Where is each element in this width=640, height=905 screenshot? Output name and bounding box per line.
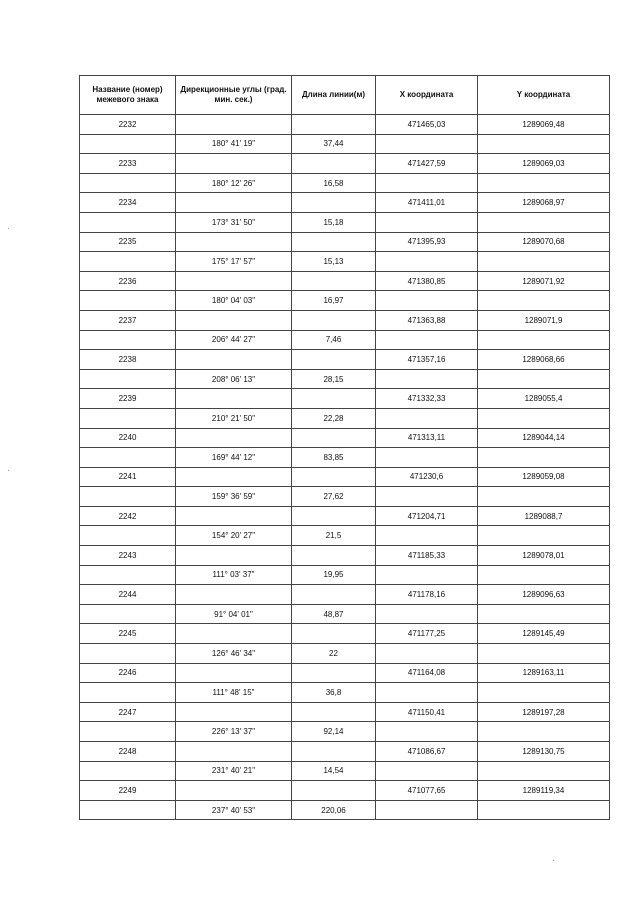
y-coordinate-cell: 1289119,34 xyxy=(478,781,610,801)
angle-cell-empty xyxy=(176,742,292,762)
table-row-point xyxy=(80,624,610,644)
table-row-segment xyxy=(80,134,610,154)
y-coordinate-cell-empty xyxy=(478,369,610,389)
x-coordinate-cell: 471395,93 xyxy=(376,232,478,252)
angle-cell-empty xyxy=(176,115,292,135)
angle-cell-empty xyxy=(176,506,292,526)
direction-angle-cell: 180° 41' 19" xyxy=(176,134,292,154)
x-coordinate-cell: 471150,41 xyxy=(376,702,478,722)
y-coordinate-cell-empty xyxy=(478,487,610,507)
angle-cell-empty xyxy=(176,389,292,409)
length-cell-empty xyxy=(292,350,376,370)
table-row-segment xyxy=(80,173,610,193)
table-row-segment xyxy=(80,408,610,428)
length-cell-empty xyxy=(292,506,376,526)
table-row-segment xyxy=(80,487,610,507)
length-cell-empty xyxy=(292,742,376,762)
y-coordinate-cell: 1289069,03 xyxy=(478,154,610,174)
x-coordinate-cell: 471380,85 xyxy=(376,271,478,291)
direction-angle-cell: 206° 44' 27" xyxy=(176,330,292,350)
point-name-cell-empty xyxy=(80,761,176,781)
y-coordinate-cell: 1289044,14 xyxy=(478,428,610,448)
x-coordinate-cell-empty xyxy=(376,448,478,468)
y-coordinate-cell: 1289130,75 xyxy=(478,742,610,762)
point-name-cell-empty xyxy=(80,330,176,350)
y-coordinate-cell: 1289068,97 xyxy=(478,193,610,213)
point-name-cell: 2238 xyxy=(80,350,176,370)
angle-cell-empty xyxy=(176,193,292,213)
header-y-coordinate: Y координата xyxy=(478,76,610,115)
table-row-point xyxy=(80,154,610,174)
direction-angle-cell: 180° 04' 03" xyxy=(176,291,292,311)
length-cell-empty xyxy=(292,154,376,174)
y-coordinate-cell: 1289145,49 xyxy=(478,624,610,644)
length-cell-empty xyxy=(292,271,376,291)
y-coordinate-cell: 1289055,4 xyxy=(478,389,610,409)
table-row-segment xyxy=(80,212,610,232)
table-row-segment xyxy=(80,604,610,624)
point-name-cell: 2236 xyxy=(80,271,176,291)
x-coordinate-cell-empty xyxy=(376,212,478,232)
direction-angle-cell: 169° 44' 12" xyxy=(176,448,292,468)
angle-cell-empty xyxy=(176,271,292,291)
angle-cell-empty xyxy=(176,310,292,330)
table-row-segment xyxy=(80,330,610,350)
point-name-cell-empty xyxy=(80,604,176,624)
direction-angle-cell: 159° 36' 59" xyxy=(176,487,292,507)
boundary-coordinates-table xyxy=(79,75,610,820)
y-coordinate-cell: 1289069,48 xyxy=(478,115,610,135)
y-coordinate-cell-empty xyxy=(478,408,610,428)
angle-cell-empty xyxy=(176,154,292,174)
angle-cell-empty xyxy=(176,428,292,448)
y-coordinate-cell: 1289078,01 xyxy=(478,546,610,566)
table-row-segment xyxy=(80,252,610,272)
direction-angle-cell: 111° 48' 15" xyxy=(176,683,292,703)
y-coordinate-cell-empty xyxy=(478,448,610,468)
point-name-cell-empty xyxy=(80,800,176,820)
point-name-cell-empty xyxy=(80,448,176,468)
point-name-cell: 2239 xyxy=(80,389,176,409)
y-coordinate-cell: 1289071,92 xyxy=(478,271,610,291)
x-coordinate-cell: 471086,67 xyxy=(376,742,478,762)
table-row-point xyxy=(80,742,610,762)
x-coordinate-cell-empty xyxy=(376,487,478,507)
x-coordinate-cell-empty xyxy=(376,134,478,154)
y-coordinate-cell-empty xyxy=(478,683,610,703)
table-row-point xyxy=(80,232,610,252)
point-name-cell-empty xyxy=(80,644,176,664)
header-direction-angle: Дирекционные углы (град. мин. сек.) xyxy=(176,76,292,115)
scan-speck xyxy=(8,470,9,471)
table-row-segment xyxy=(80,526,610,546)
point-name-cell-empty xyxy=(80,291,176,311)
point-name-cell-empty xyxy=(80,252,176,272)
y-coordinate-cell-empty xyxy=(478,644,610,664)
line-length-cell: 15,18 xyxy=(292,212,376,232)
table-row-segment xyxy=(80,448,610,468)
x-coordinate-cell: 471411,01 xyxy=(376,193,478,213)
angle-cell-empty xyxy=(176,781,292,801)
line-length-cell: 19,95 xyxy=(292,565,376,585)
point-name-cell: 2241 xyxy=(80,467,176,487)
table-header-row xyxy=(80,76,610,115)
point-name-cell: 2233 xyxy=(80,154,176,174)
table-row-point xyxy=(80,428,610,448)
point-name-cell: 2249 xyxy=(80,781,176,801)
x-coordinate-cell-empty xyxy=(376,604,478,624)
line-length-cell: 22 xyxy=(292,644,376,664)
length-cell-empty xyxy=(292,702,376,722)
y-coordinate-cell-empty xyxy=(478,291,610,311)
point-name-cell: 2244 xyxy=(80,585,176,605)
direction-angle-cell: 237° 40' 53" xyxy=(176,800,292,820)
length-cell-empty xyxy=(292,546,376,566)
point-name-cell-empty xyxy=(80,722,176,742)
y-coordinate-cell: 1289197,28 xyxy=(478,702,610,722)
x-coordinate-cell: 471177,25 xyxy=(376,624,478,644)
direction-angle-cell: 173° 31' 50" xyxy=(176,212,292,232)
table-row-point xyxy=(80,585,610,605)
y-coordinate-cell: 1289059,08 xyxy=(478,467,610,487)
header-point-name: Название (номер) межевого знака xyxy=(80,76,176,115)
table-row-segment xyxy=(80,291,610,311)
point-name-cell: 2243 xyxy=(80,546,176,566)
table-row-point xyxy=(80,546,610,566)
table-row-segment xyxy=(80,565,610,585)
table-row-point xyxy=(80,193,610,213)
direction-angle-cell: 180° 12' 26" xyxy=(176,173,292,193)
x-coordinate-cell: 471313,11 xyxy=(376,428,478,448)
angle-cell-empty xyxy=(176,467,292,487)
table-row-point xyxy=(80,350,610,370)
angle-cell-empty xyxy=(176,232,292,252)
direction-angle-cell: 126° 46' 34" xyxy=(176,644,292,664)
table-row-point xyxy=(80,389,610,409)
direction-angle-cell: 231° 40' 21" xyxy=(176,761,292,781)
x-coordinate-cell: 471204,71 xyxy=(376,506,478,526)
x-coordinate-cell: 471465,03 xyxy=(376,115,478,135)
x-coordinate-cell-empty xyxy=(376,683,478,703)
length-cell-empty xyxy=(292,115,376,135)
y-coordinate-cell: 1289088,7 xyxy=(478,506,610,526)
point-name-cell: 2237 xyxy=(80,310,176,330)
direction-angle-cell: 226° 13' 37" xyxy=(176,722,292,742)
length-cell-empty xyxy=(292,624,376,644)
x-coordinate-cell-empty xyxy=(376,173,478,193)
table-row-point xyxy=(80,310,610,330)
direction-angle-cell: 175° 17' 57" xyxy=(176,252,292,272)
x-coordinate-cell: 471357,16 xyxy=(376,350,478,370)
x-coordinate-cell-empty xyxy=(376,408,478,428)
line-length-cell: 27,62 xyxy=(292,487,376,507)
x-coordinate-cell: 471332,33 xyxy=(376,389,478,409)
table-row-point xyxy=(80,781,610,801)
scan-speck xyxy=(553,860,554,861)
direction-angle-cell: 154° 20' 27" xyxy=(176,526,292,546)
line-length-cell: 83,85 xyxy=(292,448,376,468)
y-coordinate-cell: 1289068,66 xyxy=(478,350,610,370)
table-row-segment xyxy=(80,761,610,781)
length-cell-empty xyxy=(292,585,376,605)
table-row-point xyxy=(80,271,610,291)
point-name-cell-empty xyxy=(80,487,176,507)
table-row-segment xyxy=(80,722,610,742)
y-coordinate-cell: 1289096,63 xyxy=(478,585,610,605)
line-length-cell: 7,46 xyxy=(292,330,376,350)
angle-cell-empty xyxy=(176,546,292,566)
x-coordinate-cell: 471077,65 xyxy=(376,781,478,801)
line-length-cell: 220,06 xyxy=(292,800,376,820)
point-name-cell: 2246 xyxy=(80,663,176,683)
table-row-point xyxy=(80,663,610,683)
x-coordinate-cell-empty xyxy=(376,644,478,664)
point-name-cell: 2234 xyxy=(80,193,176,213)
length-cell-empty xyxy=(292,467,376,487)
y-coordinate-cell-empty xyxy=(478,761,610,781)
y-coordinate-cell: 1289163,11 xyxy=(478,663,610,683)
point-name-cell-empty xyxy=(80,212,176,232)
angle-cell-empty xyxy=(176,585,292,605)
header-line-length: Длина линии(м) xyxy=(292,76,376,115)
x-coordinate-cell: 471178,16 xyxy=(376,585,478,605)
y-coordinate-cell-empty xyxy=(478,800,610,820)
x-coordinate-cell-empty xyxy=(376,565,478,585)
y-coordinate-cell-empty xyxy=(478,722,610,742)
x-coordinate-cell-empty xyxy=(376,761,478,781)
length-cell-empty xyxy=(292,310,376,330)
x-coordinate-cell: 471185,33 xyxy=(376,546,478,566)
y-coordinate-cell-empty xyxy=(478,604,610,624)
y-coordinate-cell-empty xyxy=(478,526,610,546)
x-coordinate-cell-empty xyxy=(376,330,478,350)
line-length-cell: 48,87 xyxy=(292,604,376,624)
direction-angle-cell: 91° 04' 01" xyxy=(176,604,292,624)
x-coordinate-cell-empty xyxy=(376,369,478,389)
x-coordinate-cell: 471164,08 xyxy=(376,663,478,683)
angle-cell-empty xyxy=(176,663,292,683)
table-row-point xyxy=(80,702,610,722)
line-length-cell: 16,58 xyxy=(292,173,376,193)
point-name-cell-empty xyxy=(80,683,176,703)
point-name-cell: 2240 xyxy=(80,428,176,448)
angle-cell-empty xyxy=(176,624,292,644)
x-coordinate-cell: 471363,88 xyxy=(376,310,478,330)
length-cell-empty xyxy=(292,232,376,252)
y-coordinate-cell-empty xyxy=(478,134,610,154)
point-name-cell-empty xyxy=(80,134,176,154)
x-coordinate-cell-empty xyxy=(376,526,478,546)
length-cell-empty xyxy=(292,781,376,801)
direction-angle-cell: 111° 03' 37" xyxy=(176,565,292,585)
x-coordinate-cell-empty xyxy=(376,722,478,742)
point-name-cell-empty xyxy=(80,565,176,585)
y-coordinate-cell: 1289071,9 xyxy=(478,310,610,330)
point-name-cell: 2245 xyxy=(80,624,176,644)
line-length-cell: 14,54 xyxy=(292,761,376,781)
line-length-cell: 36,8 xyxy=(292,683,376,703)
header-x-coordinate: X координата xyxy=(376,76,478,115)
length-cell-empty xyxy=(292,389,376,409)
line-length-cell: 22,28 xyxy=(292,408,376,428)
x-coordinate-cell-empty xyxy=(376,800,478,820)
y-coordinate-cell: 1289070,68 xyxy=(478,232,610,252)
x-coordinate-cell: 471230,6 xyxy=(376,467,478,487)
length-cell-empty xyxy=(292,428,376,448)
direction-angle-cell: 208° 06' 13" xyxy=(176,369,292,389)
table-row-point xyxy=(80,467,610,487)
point-name-cell: 2242 xyxy=(80,506,176,526)
point-name-cell: 2235 xyxy=(80,232,176,252)
line-length-cell: 16,97 xyxy=(292,291,376,311)
point-name-cell: 2248 xyxy=(80,742,176,762)
y-coordinate-cell-empty xyxy=(478,212,610,232)
point-name-cell-empty xyxy=(80,173,176,193)
line-length-cell: 15,13 xyxy=(292,252,376,272)
table-row-segment xyxy=(80,644,610,664)
y-coordinate-cell-empty xyxy=(478,173,610,193)
length-cell-empty xyxy=(292,193,376,213)
direction-angle-cell: 210° 21' 50" xyxy=(176,408,292,428)
point-name-cell-empty xyxy=(80,526,176,546)
angle-cell-empty xyxy=(176,350,292,370)
table-row-segment xyxy=(80,369,610,389)
line-length-cell: 92,14 xyxy=(292,722,376,742)
angle-cell-empty xyxy=(176,702,292,722)
y-coordinate-cell-empty xyxy=(478,565,610,585)
point-name-cell-empty xyxy=(80,408,176,428)
line-length-cell: 21,5 xyxy=(292,526,376,546)
y-coordinate-cell-empty xyxy=(478,252,610,272)
table-row-point xyxy=(80,506,610,526)
table-row-segment xyxy=(80,800,610,820)
x-coordinate-cell-empty xyxy=(376,291,478,311)
table-row-point xyxy=(80,115,610,135)
line-length-cell: 37,44 xyxy=(292,134,376,154)
line-length-cell: 28,15 xyxy=(292,369,376,389)
point-name-cell: 2232 xyxy=(80,115,176,135)
table-row-segment xyxy=(80,683,610,703)
length-cell-empty xyxy=(292,663,376,683)
y-coordinate-cell-empty xyxy=(478,330,610,350)
x-coordinate-cell-empty xyxy=(376,252,478,272)
point-name-cell-empty xyxy=(80,369,176,389)
x-coordinate-cell: 471427,59 xyxy=(376,154,478,174)
point-name-cell: 2247 xyxy=(80,702,176,722)
scan-speck xyxy=(8,228,9,229)
